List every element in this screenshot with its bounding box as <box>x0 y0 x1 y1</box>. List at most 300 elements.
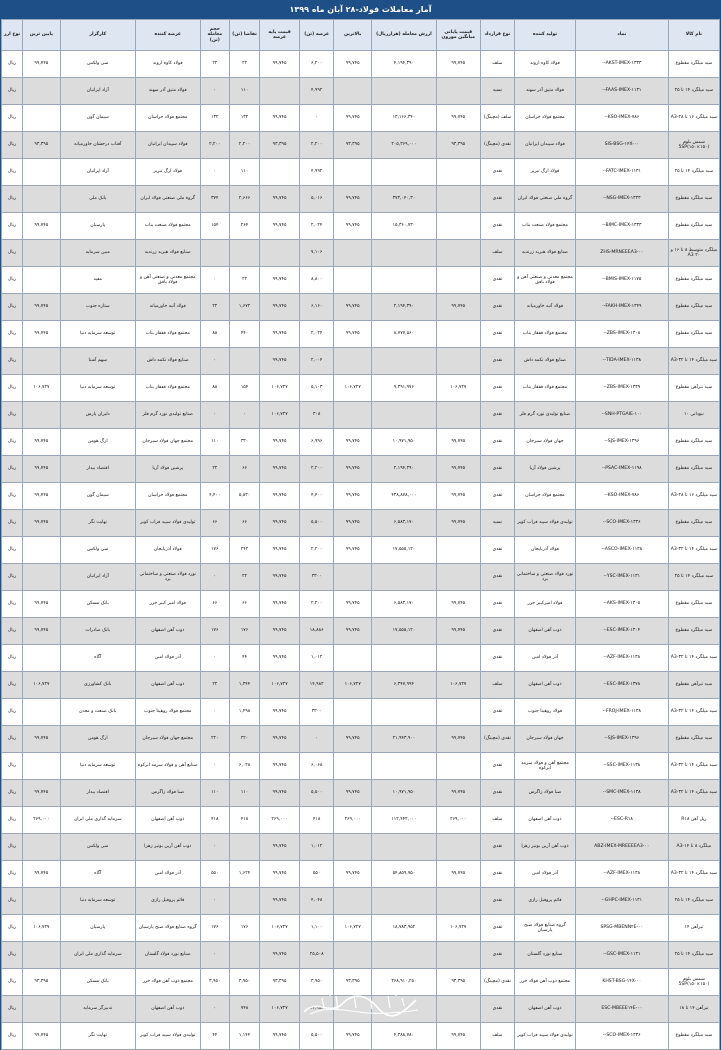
cell-lowest-price: ۹۳,۳۹۵ <box>23 969 61 996</box>
cell-trade-volume: ۱۱۰ <box>200 429 229 456</box>
cell-trade-value: ۳۶۸,۹۱۰,۲۵۰ <box>372 969 437 996</box>
cell-lowest-price <box>23 699 61 726</box>
cell-weighted-avg-price <box>436 186 480 213</box>
cell-demand-tons: ۱,۳۴۴ <box>229 672 259 699</box>
cell-demand-tons: ۱۱۰ <box>229 78 259 105</box>
cell-supplier: ذوب آهن اصفهان <box>135 996 200 1023</box>
cell-currency: ریال <box>2 294 23 321</box>
table-row <box>2 564 720 591</box>
cell-trade-volume: ۰ <box>200 78 229 105</box>
cell-symbol: BIMC-IMEX-۱۳۳۳-- <box>575 213 668 240</box>
table-row <box>2 402 720 429</box>
cell-producer: پرشین فولاد آریا <box>515 456 576 483</box>
cell-supplier: ذوب آهن اصفهان <box>135 807 200 834</box>
cell-producer: فولاد کاوه اروند <box>515 51 576 78</box>
cell-weighted-avg-price: ۱۰۶,۷۲۷ <box>436 375 480 402</box>
cell-symbol: ABZ-IMEX-MREEEEA3-۰۰ <box>575 834 668 861</box>
cell-supplier: مجتمع فولاد خراسان <box>135 105 200 132</box>
cell-highest-price <box>334 402 372 429</box>
cell-weighted-avg-price: ۹۹,۷۴۵ <box>436 780 480 807</box>
cell-product-name: سید میلگرد ۱۴ تا ۲۵ <box>668 159 719 186</box>
cell-symbol: ESC-IMEX-۱۳۰۴-- <box>575 618 668 645</box>
cell-base-price: ۹۹,۷۴۵ <box>260 888 300 915</box>
table-row <box>2 726 720 753</box>
cell-demand-tons: ۱۱۰ <box>229 780 259 807</box>
table-row <box>2 510 720 537</box>
cell-highest-price: ۹۹,۷۴۵ <box>334 780 372 807</box>
cell-demand-tons: ۷۴۸ <box>229 996 259 1023</box>
cell-contract-type: نقدی <box>480 429 514 456</box>
cell-currency: ریال <box>2 807 23 834</box>
table-row <box>2 915 720 942</box>
cell-product-name: سید میلگرد ۱۴ تا ۳۲-A3 <box>668 753 719 780</box>
table-row <box>2 834 720 861</box>
cell-supplier: گروه صنایع فولاد صبح پارسیان <box>135 915 200 942</box>
cell-lowest-price: ۹۹,۷۴۵ <box>23 294 61 321</box>
cell-lowest-price: ۹۹,۷۴۵ <box>23 213 61 240</box>
cell-trade-volume: ۰ <box>200 402 229 429</box>
cell-demand-tons: ۲۴۲ <box>229 537 259 564</box>
cell-producer: صنایع فولاد تکمه داش <box>515 348 576 375</box>
cell-product-name: سید میلگرد مقطوع <box>668 321 719 348</box>
cell-supplier: فولاد سپیدان ایرانیان <box>135 132 200 159</box>
cell-lowest-price: ۹۹,۷۴۵ <box>23 321 61 348</box>
cell-base-price: ۹۳,۳۹۵ <box>260 969 300 996</box>
cell-producer: صبا فولاد زاگرس <box>515 780 576 807</box>
cell-supplier: صنایع نورد فولاد گلستان <box>135 942 200 969</box>
cell-product-name: سید میلگرد مقطوع <box>668 429 719 456</box>
table-header <box>2 20 720 51</box>
cell-lowest-price: ۹۹,۷۴۵ <box>23 51 61 78</box>
cell-trade-value: ۱۱۲,۴۴۲,۰۰۰ <box>372 807 437 834</box>
cell-contract-type: نقدی <box>480 267 514 294</box>
cell-broker: توسعه سرمایه دنیا <box>60 753 135 780</box>
cell-supplier: پرشین فولاد آریا <box>135 456 200 483</box>
cell-symbol: FAAS-IMEX-۱۱۳۱-- <box>575 78 668 105</box>
cell-trade-value: ۴,۱۹۴,۳۹۰ <box>372 51 437 78</box>
cell-lowest-price: ۹۹,۷۴۵ <box>23 483 61 510</box>
cell-trade-value <box>372 888 437 915</box>
cell-weighted-avg-price: ۹۹,۷۴۵ <box>436 861 480 888</box>
cell-supply-tons: ۷,۱۰۶ <box>299 240 333 267</box>
cell-weighted-avg-price <box>436 159 480 186</box>
cell-supply-tons: ۰ <box>299 726 333 753</box>
table-row <box>2 375 720 402</box>
cell-product-name: تیرآهن ۱۴ <box>668 915 719 942</box>
cell-product-name: سید میلگرد ۱۴ تا ۳۲-A3 <box>668 645 719 672</box>
cell-supply-tons: ۳۳۰۰ <box>299 699 333 726</box>
cell-producer: تولیدی فولاد سپید فراب کویر <box>515 1023 576 1050</box>
cell-trade-volume: ۲۲۰ <box>200 726 229 753</box>
cell-demand-tons: ۱۵۴ <box>229 375 259 402</box>
cell-trade-value <box>372 645 437 672</box>
cell-trade-value: ۱۷,۵۵۵,۱۲۰ <box>372 618 437 645</box>
cell-base-price: ۹۹,۷۴۵ <box>260 942 300 969</box>
cell-contract-type: نقدی (مچینگ) <box>480 969 514 996</box>
cell-highest-price: ۱۰۶,۷۲۷ <box>334 915 372 942</box>
cell-weighted-avg-price: ۹۹,۷۴۵ <box>436 618 480 645</box>
cell-supplier: ذوب آهن اصفهان <box>135 672 200 699</box>
cell-currency: ریال <box>2 321 23 348</box>
cell-base-price: ۹۹,۷۴۵ <box>260 618 300 645</box>
cell-supplier: مجتمع ذوب آهن فولاد خزر <box>135 969 200 996</box>
cell-demand-tons: ۱۳۲ <box>229 105 259 132</box>
cell-highest-price <box>334 159 372 186</box>
cell-product-name: سید میلگرد ۱۶ تا ۲۸-A3 <box>668 483 719 510</box>
cell-producer: فولاد متیق آذر سهند <box>515 78 576 105</box>
cell-supply-tons: ۵,۵۰۰ <box>299 510 333 537</box>
cell-contract-type: سلف <box>480 1023 514 1050</box>
cell-producer: فولاد آذربایجان <box>515 537 576 564</box>
cell-base-price: ۹۹,۷۴۵ <box>260 780 300 807</box>
cell-symbol: SNH-PTGAIE-۱۰۰-- <box>575 402 668 429</box>
cell-lowest-price: ۱۰۶,۷۲۷ <box>23 375 61 402</box>
cell-demand-tons: ۰ <box>229 402 259 429</box>
cell-currency: ریال <box>2 915 23 942</box>
cell-demand-tons <box>229 888 259 915</box>
cell-supplier: قائم پروفیل رازی <box>135 888 200 915</box>
cell-trade-volume: ۰ <box>200 996 229 1023</box>
cell-highest-price <box>334 645 372 672</box>
cell-demand-tons: ۱,۱۴۴ <box>229 1023 259 1050</box>
cell-demand-tons <box>229 942 259 969</box>
cell-symbol: SJS-IMEX-۱۳۹۶-- <box>575 726 668 753</box>
cell-symbol: ESC-IMEX-۱۳۷۸-- <box>575 672 668 699</box>
cell-symbol: PSAC-IMEX-۱۱۹۸-- <box>575 456 668 483</box>
cell-product-name: سید تیرآهن مقطوع <box>668 375 719 402</box>
cell-trade-value: ۱۷,۵۵۵,۱۲۰ <box>372 537 437 564</box>
cell-contract-type: نقدی <box>480 888 514 915</box>
cell-symbol: GSC-IMEX-۱۱۳۱-- <box>575 942 668 969</box>
cell-highest-price <box>334 888 372 915</box>
cell-contract-type: نقدی <box>480 402 514 429</box>
cell-broker: ستاره جنوب <box>60 294 135 321</box>
cell-lowest-price <box>23 537 61 564</box>
cell-weighted-avg-price: ۹۹,۷۴۵ <box>436 429 480 456</box>
cell-weighted-avg-price <box>436 240 480 267</box>
cell-broker: آگاه <box>60 645 135 672</box>
cell-currency: ریال <box>2 159 23 186</box>
cell-contract-type: نقدی <box>480 186 514 213</box>
cell-contract-type: نقدی <box>480 915 514 942</box>
cell-demand-tons: ۱,۶۷۲ <box>229 294 259 321</box>
cell-supplier: مجتمع فولاد صنعت بناب <box>135 213 200 240</box>
cell-weighted-avg-price: ۹۹,۷۴۵ <box>436 510 480 537</box>
cell-producer: گروه ملی صنعتی فولاد ایران <box>515 186 576 213</box>
cell-producer: آذر فولاد امین <box>515 645 576 672</box>
cell-symbol: FAKH-IMEX-۱۳۴۹-- <box>575 294 668 321</box>
cell-broker: بانک صادرات <box>60 618 135 645</box>
cell-supplier: ذوب آهن اصفهان <box>135 618 200 645</box>
cell-supplier: صنایع تولیدی نورد گرم فلز <box>135 402 200 429</box>
cell-producer: مجتمع معدنی و صنعتی آهن و فولاد بافق <box>515 267 576 294</box>
cell-supply-tons: ۶,۲۰۰ <box>299 51 333 78</box>
cell-highest-price <box>334 834 372 861</box>
cell-base-price: ۹۹,۷۴۵ <box>260 51 300 78</box>
cell-supply-tons: ۴,۹۹۲ <box>299 159 333 186</box>
cell-contract-type: نقدی (مچینگ) <box>480 726 514 753</box>
cell-contract-type: نقدی <box>480 564 514 591</box>
cell-currency: ریال <box>2 1023 23 1050</box>
cell-lowest-price: ۹۹,۷۴۵ <box>23 456 61 483</box>
cell-highest-price: ۹۹,۷۴۵ <box>334 213 372 240</box>
cell-weighted-avg-price <box>436 888 480 915</box>
cell-lowest-price <box>23 753 61 780</box>
cell-supply-tons: ۴,۰۴۸ <box>299 888 333 915</box>
cell-supplier: مجتمع فولاد روهینا جنوب <box>135 699 200 726</box>
cell-trade-volume: ۱۷۶ <box>200 618 229 645</box>
cell-highest-price: ۹۹,۷۴۵ <box>334 591 372 618</box>
cell-trade-value <box>372 348 437 375</box>
table-row <box>2 132 720 159</box>
cell-highest-price: ۹۹,۷۴۵ <box>334 429 372 456</box>
cell-base-price: ۹۹,۷۴۵ <box>260 564 300 591</box>
cell-trade-volume: ۱۱۰ <box>200 780 229 807</box>
cell-contract-type: نسیه <box>480 510 514 537</box>
cell-product-name: سید میلگرد مقطوع <box>668 51 719 78</box>
cell-base-price: ۱۰۶,۷۲۷ <box>260 996 300 1023</box>
cell-supply-tons: ۱۴,۹۸۲ <box>299 996 333 1023</box>
cell-trade-volume: ۲۲ <box>200 51 229 78</box>
cell-broker: نهایت نگر <box>60 510 135 537</box>
cell-highest-price: ۹۹,۷۴۵ <box>334 1023 372 1050</box>
cell-demand-tons: ۱۷۶ <box>229 915 259 942</box>
table-row <box>2 699 720 726</box>
cell-producer: مجتمع آهن و فولاد سرمد ابرکوه <box>515 753 576 780</box>
cell-contract-type: نقدی <box>480 483 514 510</box>
cell-contract-type: نقدی <box>480 780 514 807</box>
cell-highest-price: ۱۰۶,۷۲۷ <box>334 375 372 402</box>
footer <box>0 986 721 1024</box>
cell-base-price <box>260 240 300 267</box>
cell-supply-tons: ۶,۱۶۰ <box>299 294 333 321</box>
cell-highest-price <box>334 753 372 780</box>
cell-highest-price <box>334 78 372 105</box>
cell-producer: تولیدی فولاد سپید فراب کویر <box>515 510 576 537</box>
cell-product-name: سید میلگرد ۱۴ تا ۳۲-A3 <box>668 537 719 564</box>
cell-currency: ریال <box>2 510 23 537</box>
cell-symbol: BMIS-IMEX-۱۱۷۵-- <box>575 267 668 294</box>
cell-base-price: ۹۹,۷۴۵ <box>260 321 300 348</box>
cell-demand-tons: ۲,۶۶۶ <box>229 186 259 213</box>
cell-producer: ذوب آهن اصفهان <box>515 996 576 1023</box>
cell-trade-volume <box>200 240 229 267</box>
cell-supplier: فولاد آتیه خاورمیانه <box>135 294 200 321</box>
cell-currency: ریال <box>2 348 23 375</box>
cell-supplier: مجتمع فولاد قفقاز بناب <box>135 375 200 402</box>
cell-weighted-avg-price: ۹۹,۷۴۵ <box>436 456 480 483</box>
cell-broker: مفید <box>60 267 135 294</box>
cell-weighted-avg-price <box>436 564 480 591</box>
cell-producer: فولاد روهینا جنوب <box>515 699 576 726</box>
cell-currency: ریال <box>2 969 23 996</box>
cell-producer: فولاد آتیه خاورمیانه <box>515 294 576 321</box>
cell-contract-type: نقدی <box>480 537 514 564</box>
cell-highest-price: ۹۹,۷۴۵ <box>334 483 372 510</box>
cell-product-name: سید میلگرد ۱۶ تا ۲۸-A3 <box>668 105 719 132</box>
cell-currency: ریال <box>2 429 23 456</box>
cell-trade-volume: ۰ <box>200 888 229 915</box>
cell-broker: سی ولکس <box>60 834 135 861</box>
cell-base-price: ۱۰۶,۷۲۷ <box>260 915 300 942</box>
cell-lowest-price: ۱۰۶,۷۲۷ <box>23 672 61 699</box>
cell-highest-price: ۹۹,۷۴۵ <box>334 618 372 645</box>
cell-demand-tons: ۱,۶۲۴ <box>229 861 259 888</box>
cell-supply-tons: ۵,۵۰۰ <box>299 780 333 807</box>
cell-currency: ریال <box>2 564 23 591</box>
cell-base-price: ۹۹,۷۴۵ <box>260 510 300 537</box>
cell-trade-value <box>372 753 437 780</box>
cell-highest-price: ۹۹,۷۴۵ <box>334 186 372 213</box>
table-row <box>2 483 720 510</box>
cell-supply-tons: ۱۴,۹۸۲ <box>299 672 333 699</box>
table-row <box>2 321 720 348</box>
cell-broker: آزاد ایرانیان <box>60 159 135 186</box>
cell-weighted-avg-price: ۹۹,۷۴۵ <box>436 294 480 321</box>
cell-currency: ریال <box>2 78 23 105</box>
cell-supplier: تولیدی فولاد سپید فراب کویر <box>135 510 200 537</box>
table-row <box>2 186 720 213</box>
cell-demand-tons: ۱۷۶ <box>229 618 259 645</box>
cell-supplier: آذر فولاد امین <box>135 645 200 672</box>
table-row <box>2 942 720 969</box>
cell-broker: سیمان گون <box>60 105 135 132</box>
cell-currency: ریال <box>2 618 23 645</box>
cell-product-name: سید میلگرد مقطوع <box>668 1023 719 1050</box>
cell-currency: ریال <box>2 105 23 132</box>
cell-broker: بانک مسکن <box>60 591 135 618</box>
cell-broker: توسعه سرمایه دنیا <box>60 375 135 402</box>
cell-base-price: ۹۹,۷۴۵ <box>260 861 300 888</box>
cell-weighted-avg-price: ۱۰۶,۷۲۷ <box>436 915 480 942</box>
cell-currency: ریال <box>2 699 23 726</box>
cell-broker: ارگ هومن <box>60 726 135 753</box>
cell-broker: اقتصاد بیدار <box>60 780 135 807</box>
cell-trade-value: ۴۳۸,۸۷۸,۰۰۰ <box>372 483 437 510</box>
cell-trade-volume: ۲۲ <box>200 294 229 321</box>
cell-broker: آزاد ایرانیان <box>60 78 135 105</box>
table-row <box>2 267 720 294</box>
cell-product-name: شمش بلوم 5SP(۱۵۰×۱۵۰) <box>668 132 719 159</box>
cell-contract-type: نقدی <box>480 348 514 375</box>
cell-contract-type: سلف <box>480 51 514 78</box>
cell-supply-tons: ۲,۲۰۰ <box>299 132 333 159</box>
cell-contract-type: نقدی (مچینگ) <box>480 132 514 159</box>
header-row <box>2 20 720 51</box>
cell-base-price: ۹۹,۷۴۵ <box>260 267 300 294</box>
cell-trade-value: ۲۰۵,۳۶۹,۰۰۰ <box>372 132 437 159</box>
cell-supply-tons: ۱,۱۰۰ <box>299 915 333 942</box>
cell-trade-volume: ۰ <box>200 753 229 780</box>
cell-producer: صنایع فولاد هیربد زرندیه <box>515 240 576 267</box>
cell-currency: ریال <box>2 672 23 699</box>
cell-weighted-avg-price: ۱۰۶,۷۲۷ <box>436 672 480 699</box>
table-row <box>2 159 720 186</box>
column-header-trade-volume: حجم معامله (تن) <box>200 20 229 51</box>
cell-trade-value: ۱۸,۷۸۳,۹۵۲ <box>372 915 437 942</box>
cell-trade-volume: ۲۲ <box>200 456 229 483</box>
cell-symbol: KSO-IMEX-۷۸۶-- <box>575 105 668 132</box>
cell-broker: پارسیان <box>60 915 135 942</box>
cell-supplier: فولاد آذربایجان <box>135 537 200 564</box>
cell-supply-tons: ۲,۰۰۴ <box>299 348 333 375</box>
cell-symbol: SPSG-MBENN۲E-۰۰ <box>575 915 668 942</box>
cell-supplier: صبا فولاد زاگرس <box>135 780 200 807</box>
cell-supplier: نورد فولاد صنعتی و ساختمانی یزد <box>135 564 200 591</box>
cell-lowest-price: ۲۶۹,۰۰۰ <box>23 807 61 834</box>
cell-trade-value: ۱۰,۹۷۱,۹۵۰ <box>372 780 437 807</box>
cell-contract-type: نقدی <box>480 591 514 618</box>
cell-symbol: KHST-BSG-۱۴X-۰۰ <box>575 969 668 996</box>
cell-lowest-price: ۹۹,۷۴۵ <box>23 618 61 645</box>
cell-weighted-avg-price <box>436 645 480 672</box>
cell-supply-tons: ۱۸,۸۸۶ <box>299 618 333 645</box>
table-row <box>2 213 720 240</box>
table-row <box>2 672 720 699</box>
cell-product-name: سید میلگرد مقطوع <box>668 267 719 294</box>
cell-producer: فولاد امیرکبیر خزر <box>515 591 576 618</box>
cell-symbol: SCO-IMEX-۱۳۳۶-- <box>575 510 668 537</box>
cell-trade-value: ۸,۷۷۷,۵۶۰ <box>372 321 437 348</box>
column-header-product-name: نام کالا <box>668 20 719 51</box>
cell-demand-tons: ۵,۸۳۰ <box>229 483 259 510</box>
cell-supply-tons: ۲,۲۰۰ <box>299 456 333 483</box>
cell-demand-tons: ۲۶۴ <box>229 213 259 240</box>
cell-lowest-price <box>23 942 61 969</box>
cell-demand-tons: ۲۲ <box>229 267 259 294</box>
cell-symbol: ZHS-MRNEEEA3-۰۰ <box>575 240 668 267</box>
cell-contract-type: نقدی <box>480 375 514 402</box>
cell-producer: مجتمع فولاد خراسان <box>515 483 576 510</box>
cell-symbol: TIDA-IMEX-۱۱۳۸-- <box>575 348 668 375</box>
column-header-supplier: عرضه کننده <box>135 20 200 51</box>
table-row <box>2 780 720 807</box>
cell-trade-value: ۲,۱۹۴,۳۹۰ <box>372 294 437 321</box>
cell-demand-tons: ۱,۴۹۸ <box>229 699 259 726</box>
table-row <box>2 1023 720 1050</box>
cell-supply-tons: ۲,۰۲۴ <box>299 213 333 240</box>
cell-trade-volume: ۶۶ <box>200 510 229 537</box>
cell-trade-volume: ۰ <box>200 348 229 375</box>
cell-supply-tons: ۶,۰۶۸ <box>299 753 333 780</box>
cell-supplier: ذوب آهن آرین بونیز زهرا <box>135 834 200 861</box>
cell-trade-volume: ۱۷۶ <box>200 915 229 942</box>
cell-trade-value: ۹,۳۹۱,۹۷۶ <box>372 375 437 402</box>
cell-broker: سی ولکس <box>60 51 135 78</box>
cell-demand-tons: ۶,۰۲۸ <box>229 753 259 780</box>
cell-demand-tons <box>229 834 259 861</box>
column-header-broker: کارگزار <box>60 20 135 51</box>
cell-contract-type: نقدی <box>480 159 514 186</box>
cell-lowest-price: ۹۳,۳۹۵ <box>23 132 61 159</box>
cell-product-name: سید میلگرد ۱۴ تا ۳۲-A3 <box>668 699 719 726</box>
cell-product-name: سید میلگرد ۱۴ تا ۲۵ <box>668 564 719 591</box>
cell-symbol: AZF-IMEX-۱۱۳۸-- <box>575 645 668 672</box>
cell-trade-value: ۱۳,۱۶۶,۳۴۰ <box>372 105 437 132</box>
cell-weighted-avg-price <box>436 942 480 969</box>
cell-base-price <box>260 78 300 105</box>
cell-weighted-avg-price: ۹۹,۷۴۵ <box>436 1023 480 1050</box>
brand-logo <box>296 990 426 1020</box>
cell-symbol: ZBS-IMEX-۱۳۳۹-- <box>575 375 668 402</box>
cell-currency: ریال <box>2 753 23 780</box>
cell-base-price: ۹۳,۳۹۵ <box>260 132 300 159</box>
cell-supply-tons: ۲,۲۰۰ <box>299 591 333 618</box>
cell-highest-price: ۹۹,۷۴۵ <box>334 294 372 321</box>
cell-lowest-price <box>23 645 61 672</box>
cell-demand-tons: ۶۶ <box>229 591 259 618</box>
column-header-weighted-avg-price: قیمت پایانی میانگین موزون <box>436 20 480 51</box>
